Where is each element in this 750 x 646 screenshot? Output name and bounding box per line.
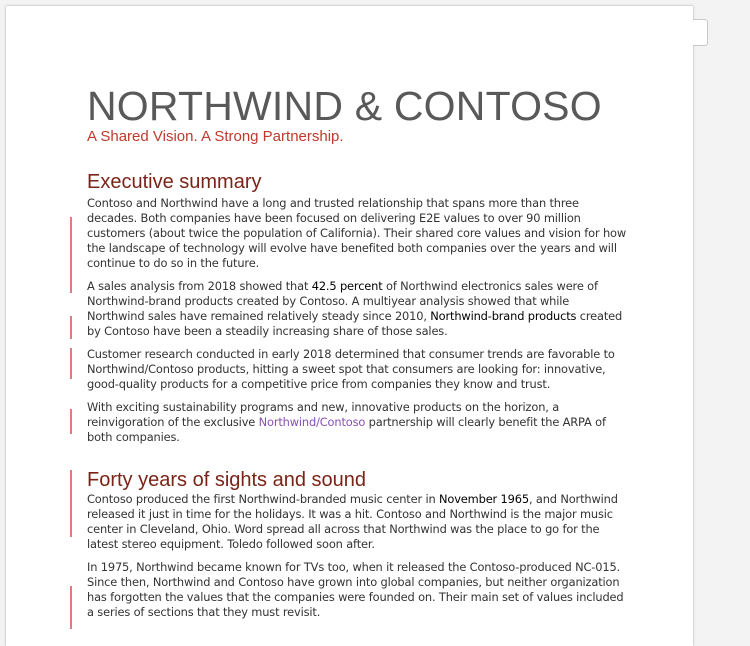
revision-mark: [70, 586, 72, 629]
partnership-link[interactable]: Northwind/Contoso: [258, 415, 366, 429]
emphasis-text: Northwind-brand products: [430, 309, 577, 323]
paragraph: Customer research conducted in early 2018 determined that consumer trends are favorable to Northwind/Contoso products, hitting a sweet spot that consumers are looking for: innovative, good-quality products for a competitive price from companies they know and trust.: [87, 347, 615, 391]
emphasis-text: November 1965: [439, 492, 529, 506]
pane-toggle-tab[interactable]: [693, 19, 708, 46]
paragraph: Contoso and Northwind have a long and trusted relationship that spans more than three decades. Both companies have been focused on delivering E2E values to over 90 million customers (about twice the population of California). Their shared core values and vision for how the landscape of technology will evolve have benefited both companies over the years and will continue to do so in the future.: [87, 196, 627, 270]
paragraph: With exciting sustainability programs and new, innovative products on the horizon, a reinvigoration of the exclusive Northwind/Contoso partnership will clearly benefit the ARPA of both companies.: [87, 400, 606, 444]
paragraph: A sales analysis from 2018 showed that 42.5 percent of Northwind electronics sales were of Northwind-brand products created by Contoso. A multiyear analysis showed that while Northwind sales have remained relatively steady since 2010, Northwind-brand products created by Contoso have been a steadily increasing share of those sales.: [87, 279, 623, 338]
document-body[interactable]: [87, 84, 627, 620]
paragraph: Contoso produced the first Northwind-branded music center in November 1965, and Northwind released it just in time for the holidays. It was a hit. Contoso and Northwind is the major music center in Cleveland, Ohio. Word spread all across that Northwind was the place to go for the latest stereo equipment. Toledo followed soon after.: [87, 492, 618, 551]
section-heading-forty-years: Forty years of sights and sound: [87, 469, 367, 491]
document-subtitle: A Shared Vision. A Strong Partnership.: [87, 128, 344, 145]
emphasis-text: 42.5 percent: [311, 279, 383, 293]
revision-mark: [70, 348, 72, 379]
document-title: NORTHWIND & CONTOSO: [87, 83, 602, 129]
paragraph: In 1975, Northwind became known for TVs too, when it released the Contoso-produced NC-015. Since then, Northwind and Contoso have grown into global companies, but neither organization has forgotten the values that the companies were founded on. Their main set of values included a series of sections that they must revisit.: [87, 560, 624, 619]
revision-mark: [70, 470, 72, 537]
revision-mark: [70, 409, 72, 434]
revision-mark: [70, 217, 72, 293]
revision-mark: [70, 316, 72, 339]
section-heading-executive-summary: Executive summary: [87, 171, 262, 193]
